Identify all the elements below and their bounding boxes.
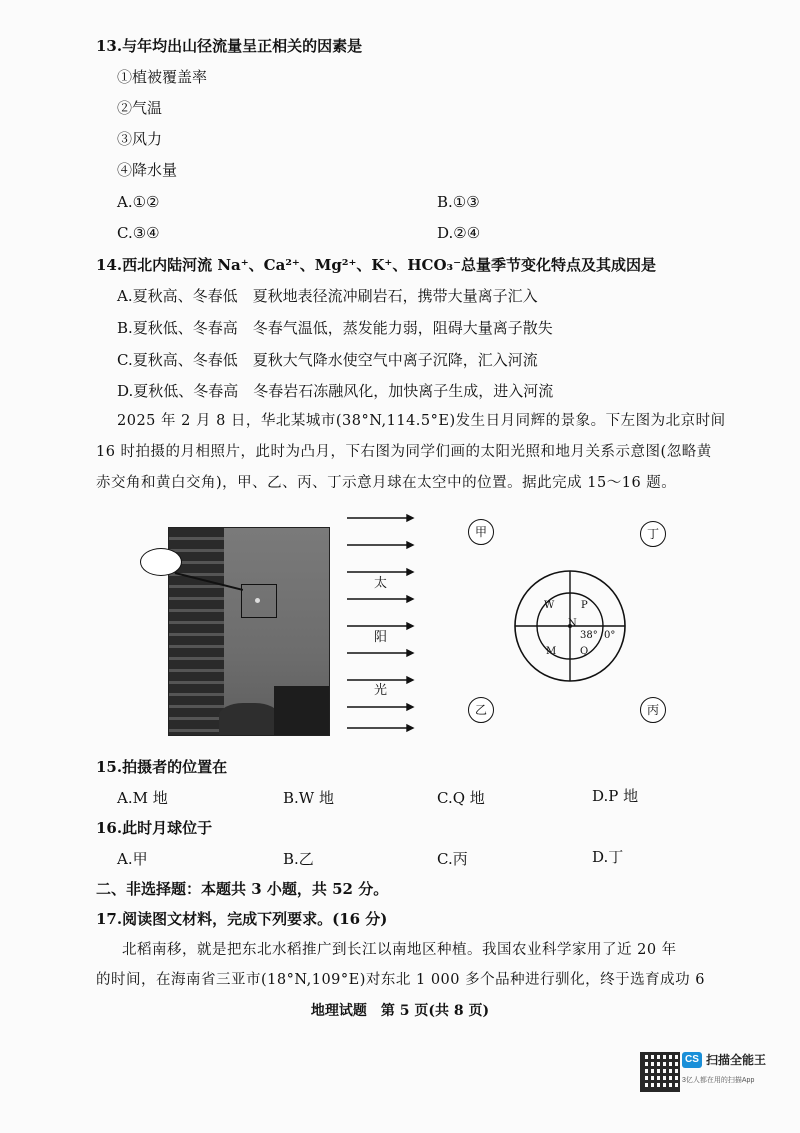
q15-option-a: A.M 地 (117, 789, 168, 807)
page-footer: 地理试题 第 5 页(共 8 页) (310, 1003, 490, 1019)
earth-label-latitude: 38° (580, 630, 598, 641)
q14-option-a: A.夏秋高、冬春低 夏秋地表径流冲刷岩石，携带大量离子汇入 (117, 287, 538, 305)
moon-photo (168, 527, 330, 736)
q13-item-1: ①植被覆盖率 (117, 68, 208, 86)
q13-stem: 13.与年均出山径流量呈正相关的因素是 (96, 37, 363, 55)
section-2-title: 二、非选择题：本题共 3 小题，共 52 分。 (96, 880, 389, 898)
q17-stem: 17.阅读图文材料，完成下列要求。(16 分) (96, 910, 388, 928)
camscanner-logo: CS (682, 1052, 702, 1068)
sunlight-label-1: 太 (374, 576, 388, 591)
material-line-1: 2025 年 2 月 8 日，华北某城市(38°N,114.5°E)发生日月同辉的景象。下左图为北京时间 (117, 413, 726, 429)
q15-option-d: D.P 地 (592, 787, 639, 805)
moon-position-ding: 丁 (640, 521, 666, 547)
q14-option-c: C.夏秋高、冬春低 夏秋大气降水使空气中离子沉降，汇入河流 (117, 351, 538, 369)
earth-label-longitude: 0° (604, 630, 616, 641)
q15-option-c: C.Q 地 (437, 789, 485, 807)
q14-option-b: B.夏秋低、冬春高 冬春气温低，蒸发能力弱，阻碍大量离子散失 (117, 319, 553, 337)
earth-label-n: N (568, 618, 577, 629)
moon-position-yi: 乙 (468, 697, 494, 723)
q16-stem: 16.此时月球位于 (96, 819, 213, 837)
q15-stem: 15.拍摄者的位置在 (96, 758, 228, 776)
q17-line-1: 北稻南移，就是把东北水稻推广到长江以南地区种植。我国农业科学家用了近 20 年 (122, 942, 677, 958)
moon-position-jia: 甲 (468, 519, 494, 545)
q16-option-b: B.乙 (283, 850, 314, 868)
material-line-3: 赤交角和黄白交角)，甲、乙、丙、丁示意月球在太空中的位置。据此完成 15～16 题。 (96, 475, 677, 491)
building-right (274, 686, 329, 736)
q14-stem: 14.西北内陆河流 Na⁺、Ca²⁺、Mg²⁺、K⁺、HCO₃⁻总量季节变化特点及其成因是 (96, 256, 657, 274)
camscanner-tagline: 3亿人都在用的扫描App (682, 1077, 755, 1084)
earth-label-p: P (581, 600, 588, 611)
q13-item-4: ④降水量 (117, 161, 178, 179)
earth-label-w: W (544, 600, 555, 611)
camscanner-name: 扫描全能王 (706, 1053, 767, 1067)
material-line-2: 16 时拍摄的月相照片，此时为凸月，下右图为同学们画的太阳光照和地月关系示意图(忽略黄 (96, 444, 712, 460)
q13-option-d: D.②④ (437, 224, 481, 242)
q14-option-d: D.夏秋低、冬春高 冬春岩石冻融风化，加快离子生成，进入河流 (117, 382, 554, 400)
earth-label-q: Q (580, 646, 589, 657)
qr-code-icon (640, 1052, 680, 1092)
q13-item-2: ②气温 (117, 99, 163, 117)
sunlight-label-3: 光 (374, 683, 388, 698)
sunlight-label-2: 阳 (374, 630, 388, 645)
sunlight-arrows (345, 510, 415, 735)
moon-dot (255, 598, 260, 603)
q17-line-2: 的时间，在海南省三亚市(18°N,109°E)对东北 1 000 多个品种进行驯化，终于选育成功 6 (96, 972, 705, 988)
q13-item-3: ③风力 (117, 130, 163, 148)
q13-option-c: C.③④ (117, 224, 160, 242)
q16-option-c: C.丙 (437, 850, 468, 868)
q15-option-b: B.W 地 (283, 789, 334, 807)
trees (219, 703, 279, 735)
moon-position-bing: 丙 (640, 697, 666, 723)
earth-label-m: M (546, 646, 557, 657)
q13-option-a: A.①② (117, 193, 160, 211)
q13-option-b: B.①③ (437, 193, 480, 211)
q16-option-d: D.丁 (592, 848, 624, 866)
q16-option-a: A.甲 (117, 850, 148, 868)
